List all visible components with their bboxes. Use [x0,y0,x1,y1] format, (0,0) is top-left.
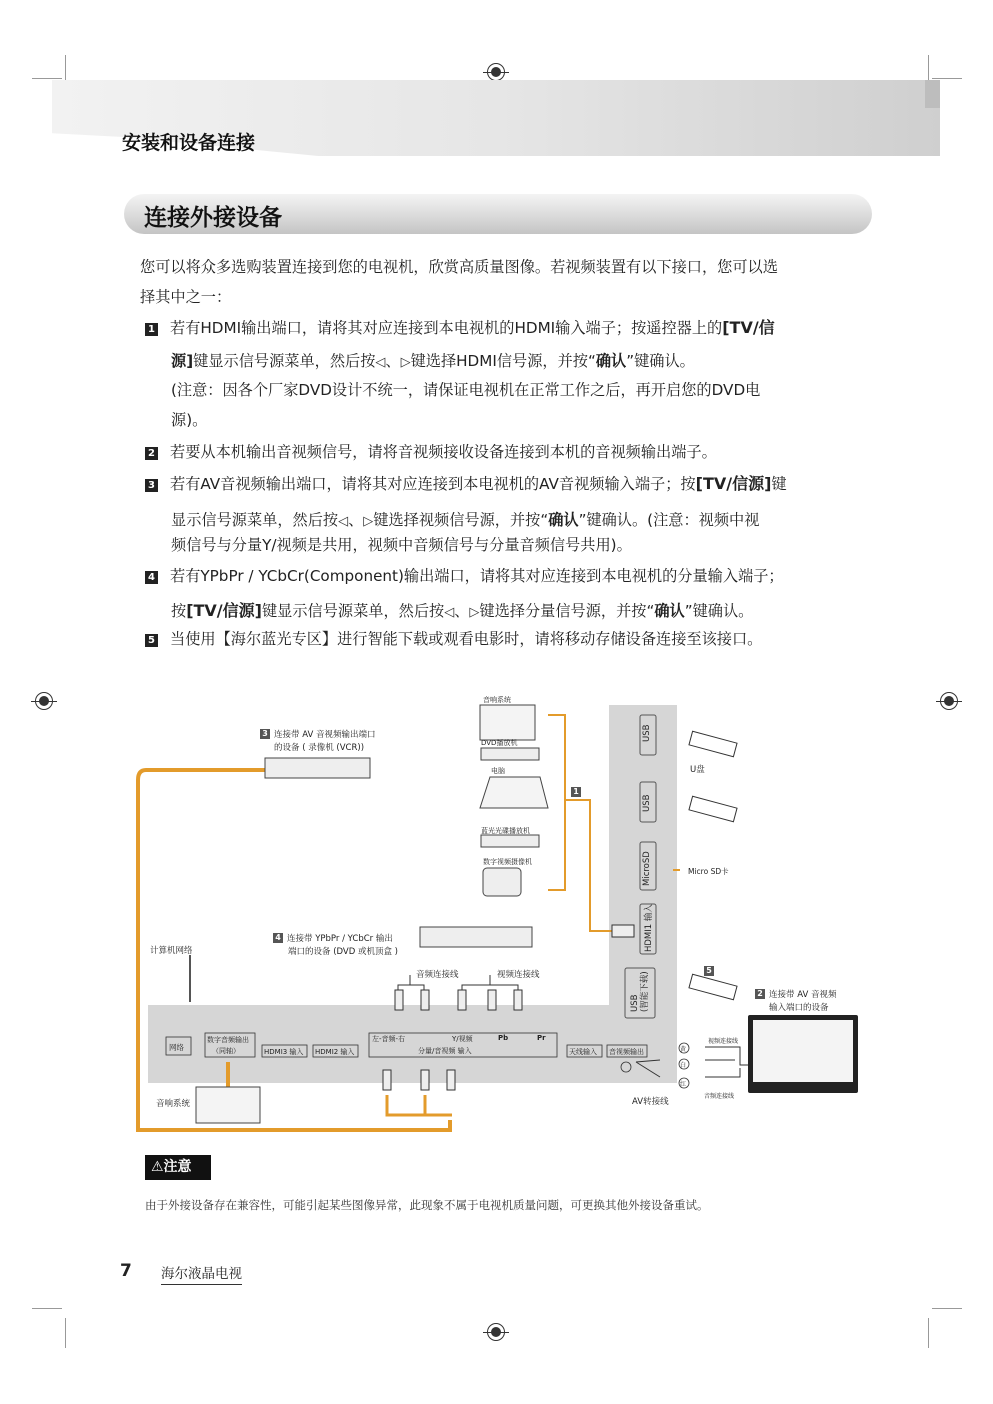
digital-audio-port: 数字音频输出 [207,1036,249,1044]
audio-cable-label: 音频连接线 [416,970,459,980]
section-title: 安装和设备连接 [122,132,256,154]
right-arrow-icon: ▷ [469,605,480,620]
usb-download-number: 5 [704,966,714,977]
video-cable-small-label: 视频连接线 [708,1038,739,1045]
audio-system-bottom-label: 音响系统 [156,1099,191,1109]
dvd-label: DVD播放机 [481,739,518,747]
intro-line: 您可以将众多选购装置连接到您的电视机，欣赏高质量图像。若视频装置有以下接口，您可以选 [140,258,778,276]
left-arrow-icon: ◁ [444,605,455,620]
component-label: 4 连接带 YPbPr / YCbCr 输出 [273,932,393,944]
audio-lr-port: 左-音频-右 [372,1035,406,1043]
network-label: 计算机网络 [150,946,193,956]
tv-device-label: 2 连接带 AV 音视频 [755,988,837,1000]
crop-mark [65,1318,66,1348]
item-number: 2 [145,447,158,460]
list-item-line: 频信号与分量Y/视频是共用，视频中音频信号与分量音频信号共用)。 [171,536,632,554]
hdmi2-port: HDMI2 输入 [315,1048,355,1056]
list-item: 2 若要从本机输出音视频信号，请将音视频接收设备连接到本机的音视频输出端子。 [145,437,865,467]
y-video-port: Y/视频 [452,1035,473,1043]
item-number: 4 [145,571,158,584]
list-item-line: (注意：因各个厂家DVD设计不统一，请保证电视机在正常工作之后，再开启您的DVD电 [171,381,761,399]
antenna-port: 天线输入 [569,1048,597,1056]
right-arrow-icon: ▷ [400,355,411,370]
crop-mark [928,1318,929,1348]
connection-diagram [0,690,993,1140]
connection-diagram-graphic [0,690,993,1140]
left-arrow-icon: ◁ [338,514,349,529]
jack-red: 红 [680,1081,687,1088]
jack-white: 白 [680,1062,687,1069]
right-arrow-icon: ▷ [363,514,374,529]
udisk-label: U盘 [690,765,705,775]
registration-mark [487,1323,505,1341]
hdmi-group-label: 1 [571,787,581,798]
vcr-label: 的设备 ( 录像机 (VCR)) [274,743,365,753]
note-text: 由于外接设备存在兼容性，可能引起某些图像异常，此现象不属于电视机质量问题，可更换其他外接设备重试。 [145,1198,709,1212]
jack-yellow: 黄 [680,1046,687,1053]
intro-line: 择其中之一： [140,288,232,306]
list-item: 5 当使用【海尔蓝光专区】进行智能下载或观看电影时，请将移动存储设备连接至该接口。 [145,624,865,654]
item-number: 5 [145,634,158,647]
component-port: 分量/音视频 输入 [418,1047,472,1055]
list-item-line: 源]键显示信号源菜单，然后按◁、▷键选择HDMI信号源，并按“确认”键确认。 [171,346,871,378]
audio-cable-small-label: 音频连接线 [704,1093,735,1100]
crop-mark [32,1308,62,1309]
component-label: 端口的设备 (DVD 或机顶盒 ) [288,947,398,957]
list-item-line: 显示信号源菜单，然后按◁、▷键选择视频信号源，并按“确认”键确认。(注意：视频中视 [171,505,871,537]
vcr-label: 3 连接带 AV 音视频输出端口 [260,728,376,740]
network-port: 网络 [169,1043,184,1052]
footer-brand: 海尔液晶电视 [161,1262,242,1285]
left-arrow-icon: ◁ [375,355,386,370]
item-number: 1 [145,323,158,336]
computer-label: 电脑 [491,767,505,775]
usb-download-port-label: USB (智能下载) [630,971,650,1012]
heading-bar [124,194,872,234]
registration-mark [487,63,505,81]
header-tab [925,80,940,108]
hdmi1-port-label: HDMI1 输入 [644,904,654,952]
camcorder-label: 数字视频摄像机 [483,858,532,866]
pb-port: Pb [498,1034,509,1042]
microsd-port-label: MicroSD [642,851,652,886]
list-item-line: 按[TV/信源]键显示信号源菜单，然后按◁、▷键选择分量信号源，并按“确认”键确认。 [171,596,871,628]
item-number: 3 [145,479,158,492]
note-badge: ⚠注意 [145,1155,211,1180]
av-out-port: 音视频输出 [609,1048,644,1056]
list-item-line: 源)。 [171,411,208,429]
crop-mark [932,1308,962,1309]
page-number: 7 [120,1261,132,1281]
microsd-card-label: Micro SD卡 [688,867,729,876]
tv-device-label: 输入端口的设备 [769,1003,829,1013]
page-heading: 连接外接设备 [144,205,282,231]
av-adapter-label: AV转接线 [632,1097,669,1107]
digital-audio-port: （同轴） [212,1047,240,1055]
video-cable-label: 视频连接线 [497,970,540,980]
crop-mark [32,78,62,79]
bluray-label: 蓝光光碟播放机 [481,827,530,835]
list-item: 4 若有YPbPr / YCbCr(Component)输出端口，请将其对应连接到本电视机的分量输入端子； [145,561,865,591]
list-item: 1 若有HDMI输出端口，请将其对应连接到本电视机的HDMI输入端子；按遥控器上的[TV/信 [145,313,865,343]
crop-mark [932,78,962,79]
audio-system-label: 音响系统 [483,696,511,704]
usb-port-label: USB [642,724,652,742]
usb-port-label: USB [642,794,652,812]
list-item: 3 若有AV音视频输出端口，请将其对应连接到本电视机的AV音视频输入端子；按[TV/信源]键 [145,469,865,499]
pr-port: Pr [537,1034,546,1042]
hdmi3-port: HDMI3 输入 [264,1048,304,1056]
